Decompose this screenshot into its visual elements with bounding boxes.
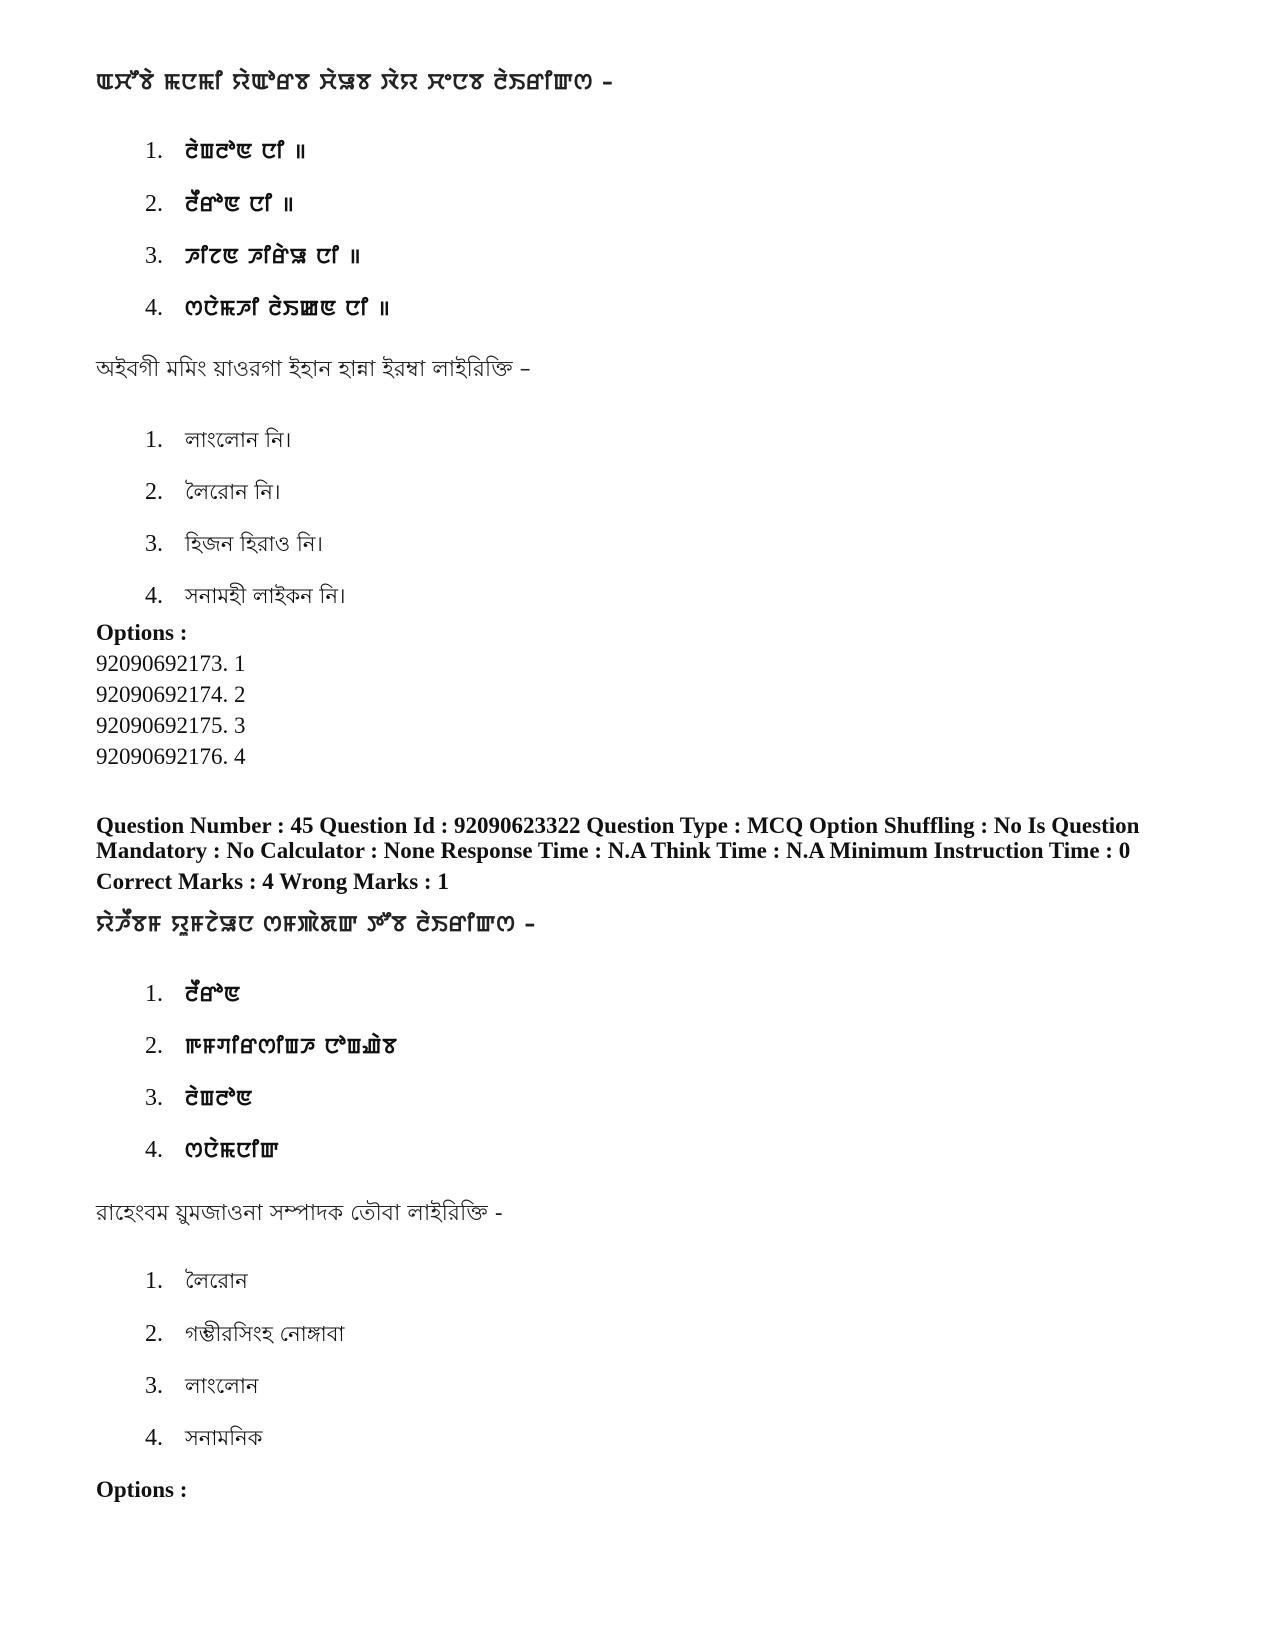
question-text-meitei-2: ꯌꯥꯍꯩꯕꯝ ꯌꯨꯝꯖꯥꯎꯅ ꯁꯝꯄꯥꯗꯛ ꯇꯧꯕ ꯂꯥꯏꯔꯤꯛꯁ – <box>96 912 537 937</box>
option-item: 3. ꯍꯤꯖꯟ ꯍꯤꯔꯥꯎ ꯅꯤ ॥ <box>145 243 362 269</box>
options-heading: Options : <box>96 1477 188 1502</box>
option-item: 1. লাংলোন নি। <box>145 427 292 453</box>
option-id-line: 92090692175. 3 <box>96 713 246 738</box>
option-item: 2. গম্ভীরসিংহ নোঙ্গাবা <box>145 1321 345 1347</box>
question-text-bengali-2: রাহেংবম য়ুমজাওনা সম্পাদক তৌবা লাইরিক্তি - <box>96 1201 503 1226</box>
options-heading: Options : <box>96 620 188 645</box>
option-item: 3. ꯂꯥꯡꯂꯣꯟ <box>145 1085 254 1111</box>
option-item: 3. হিজন হিরাও নি। <box>145 531 323 557</box>
option-item: 4. সনামহী লাইকন নি। <box>145 583 346 609</box>
option-item: 2. লৈরোন নি। <box>145 479 281 505</box>
option-id-line: 92090692176. 4 <box>96 744 246 769</box>
option-item: 4. ꯁꯅꯥꯃꯅꯤꯛ <box>145 1137 280 1163</box>
option-item: 1. ꯂꯥꯡꯂꯣꯟ ꯅꯤ ॥ <box>145 138 307 164</box>
question-header-line-2: Mandatory : No Calculator : None Response Time : N.A Think Time : N.A Minimum Instruction Time : 0 <box>96 838 1131 863</box>
question-marks-line: Correct Marks : 4 Wrong Marks : 1 <box>96 869 449 894</box>
option-item: 3. লাংলোন <box>145 1373 259 1399</box>
option-id-line: 92090692174. 2 <box>96 682 246 707</box>
option-item: 4. সনামনিক <box>145 1425 263 1451</box>
option-item: 1. ꯂꯩꯔꯣꯟ <box>145 981 241 1007</box>
option-item: 2. ꯂꯩꯔꯣꯟ ꯅꯤ ॥ <box>145 191 295 217</box>
question-text-bengali-1: অইবগী মমিং য়াওরগা ইহান হান্না ইরম্বা লাইরিক্তি – <box>96 357 531 382</box>
question-header-line-1: Question Number : 45 Question Id : 92090623322 Question Type : MCQ Option Shuffling : No Is Question <box>96 813 1140 838</box>
option-item: 2. ꯒꯝꯚꯤꯔꯁꯤꯡꯍ ꯅꯣꯡꯉꯥꯕ <box>145 1033 398 1059</box>
option-item: 1. লৈরোন <box>145 1268 248 1294</box>
option-item: 4. ꯁꯅꯥꯃꯍꯤ ꯂꯥꯏꯀꯟ ꯅꯤ ॥ <box>145 295 391 321</box>
question-text-meitei-1: ꯑꯆꯧꯕꯥ ꯃꯅꯃꯤ ꯌꯥꯑꯣꯔꯕ ꯆꯥꯎꯕ ꯋꯥꯌ ꯆꯦꯅꯕ ꯂꯥꯏꯔꯤꯛꯁ – <box>96 70 614 95</box>
option-id-line: 92090692173. 1 <box>96 651 246 676</box>
